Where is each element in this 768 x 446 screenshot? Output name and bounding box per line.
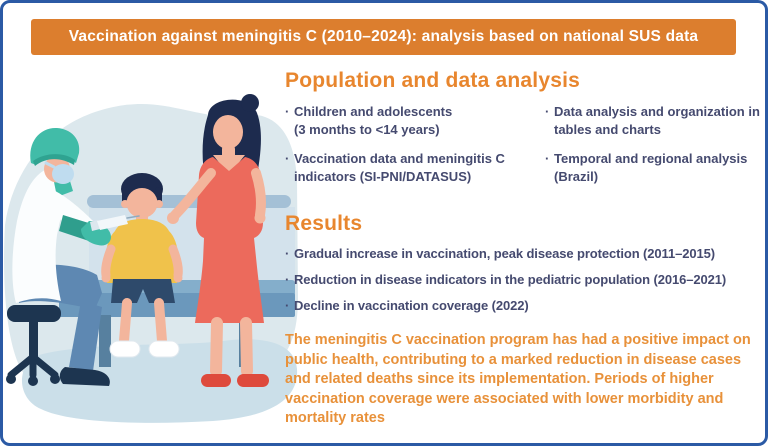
mother-hanging-hand bbox=[255, 213, 266, 224]
boy-shoe-left bbox=[110, 341, 140, 357]
list-item-text: Vaccination data and meningitis C indicators (SI-PNI/DATASUS) bbox=[294, 150, 505, 184]
list-item bbox=[285, 245, 763, 263]
mother-hair-bun bbox=[241, 94, 259, 112]
mother-face bbox=[213, 115, 243, 149]
boy-face bbox=[127, 188, 158, 218]
bullet-icon: · bbox=[285, 245, 290, 261]
stool-seat bbox=[7, 305, 61, 322]
list-item-text: Data analysis and organization in tables and charts bbox=[554, 104, 760, 137]
stool-wheel-left bbox=[6, 374, 16, 384]
boy-hand-right bbox=[174, 274, 183, 283]
boy-shoe-right bbox=[149, 341, 179, 357]
bullet-icon: · bbox=[545, 150, 550, 166]
stool-wheel-mid bbox=[28, 376, 38, 386]
boy-leg-right bbox=[159, 303, 162, 341]
list-item bbox=[285, 297, 763, 315]
mother-shoe-left bbox=[201, 374, 231, 387]
list-item bbox=[285, 150, 531, 186]
mother-reaching-hand bbox=[167, 212, 179, 224]
boy-leg-left bbox=[124, 303, 127, 341]
mother-leg-right bbox=[246, 323, 247, 371]
content-panel bbox=[285, 69, 763, 429]
stool-wheel-right bbox=[50, 374, 60, 384]
clinic-vaccination-illustration bbox=[3, 57, 303, 443]
list-item-text: Children and adolescents (3 months to <14 years) bbox=[294, 104, 453, 137]
population-list-right bbox=[545, 103, 763, 197]
population-list-left bbox=[285, 103, 531, 197]
bullet-icon: · bbox=[285, 104, 290, 119]
list-item bbox=[545, 103, 763, 139]
page-title: Vaccination against meningitis C (2010–2024): analysis based on national SUS data bbox=[68, 28, 699, 45]
list-item-text: Gradual increase in vaccination, peak disease protection (2011–2015) bbox=[294, 245, 715, 261]
conclusion-text: The meningitis C vaccination program has had a positive impact on public health, contributing to a marked reduction in disease cases and related deaths since its implementation. Periods of higher vaccination coverage were associated with lower morbidity and mortality rates bbox=[285, 332, 751, 427]
bullet-icon: · bbox=[285, 271, 290, 287]
bench-leg-left bbox=[99, 315, 111, 367]
list-item-text: Reduction in disease indicators in the pediatric population (2016–2021) bbox=[294, 271, 727, 287]
boy-shirt bbox=[106, 219, 178, 283]
list-item bbox=[285, 271, 763, 289]
results-heading: Results bbox=[285, 211, 363, 235]
mother-leg-left bbox=[216, 323, 217, 371]
results-list bbox=[285, 245, 763, 315]
list-item-text: Temporal and regional analysis (Brazil) bbox=[554, 150, 748, 184]
list-item bbox=[285, 103, 531, 139]
bullet-icon: · bbox=[285, 150, 290, 166]
mother-hanging-arm bbox=[256, 173, 261, 215]
bullet-icon: · bbox=[285, 297, 290, 313]
list-item-text: Decline in vaccination coverage (2022) bbox=[294, 297, 529, 313]
boy-hand-left bbox=[102, 274, 111, 283]
bullet-icon: · bbox=[545, 104, 550, 119]
population-columns bbox=[285, 103, 763, 197]
list-item bbox=[545, 150, 763, 186]
population-heading: Population and data analysis bbox=[285, 69, 580, 92]
mother-shoe-right bbox=[237, 374, 269, 387]
title-banner bbox=[31, 19, 736, 55]
